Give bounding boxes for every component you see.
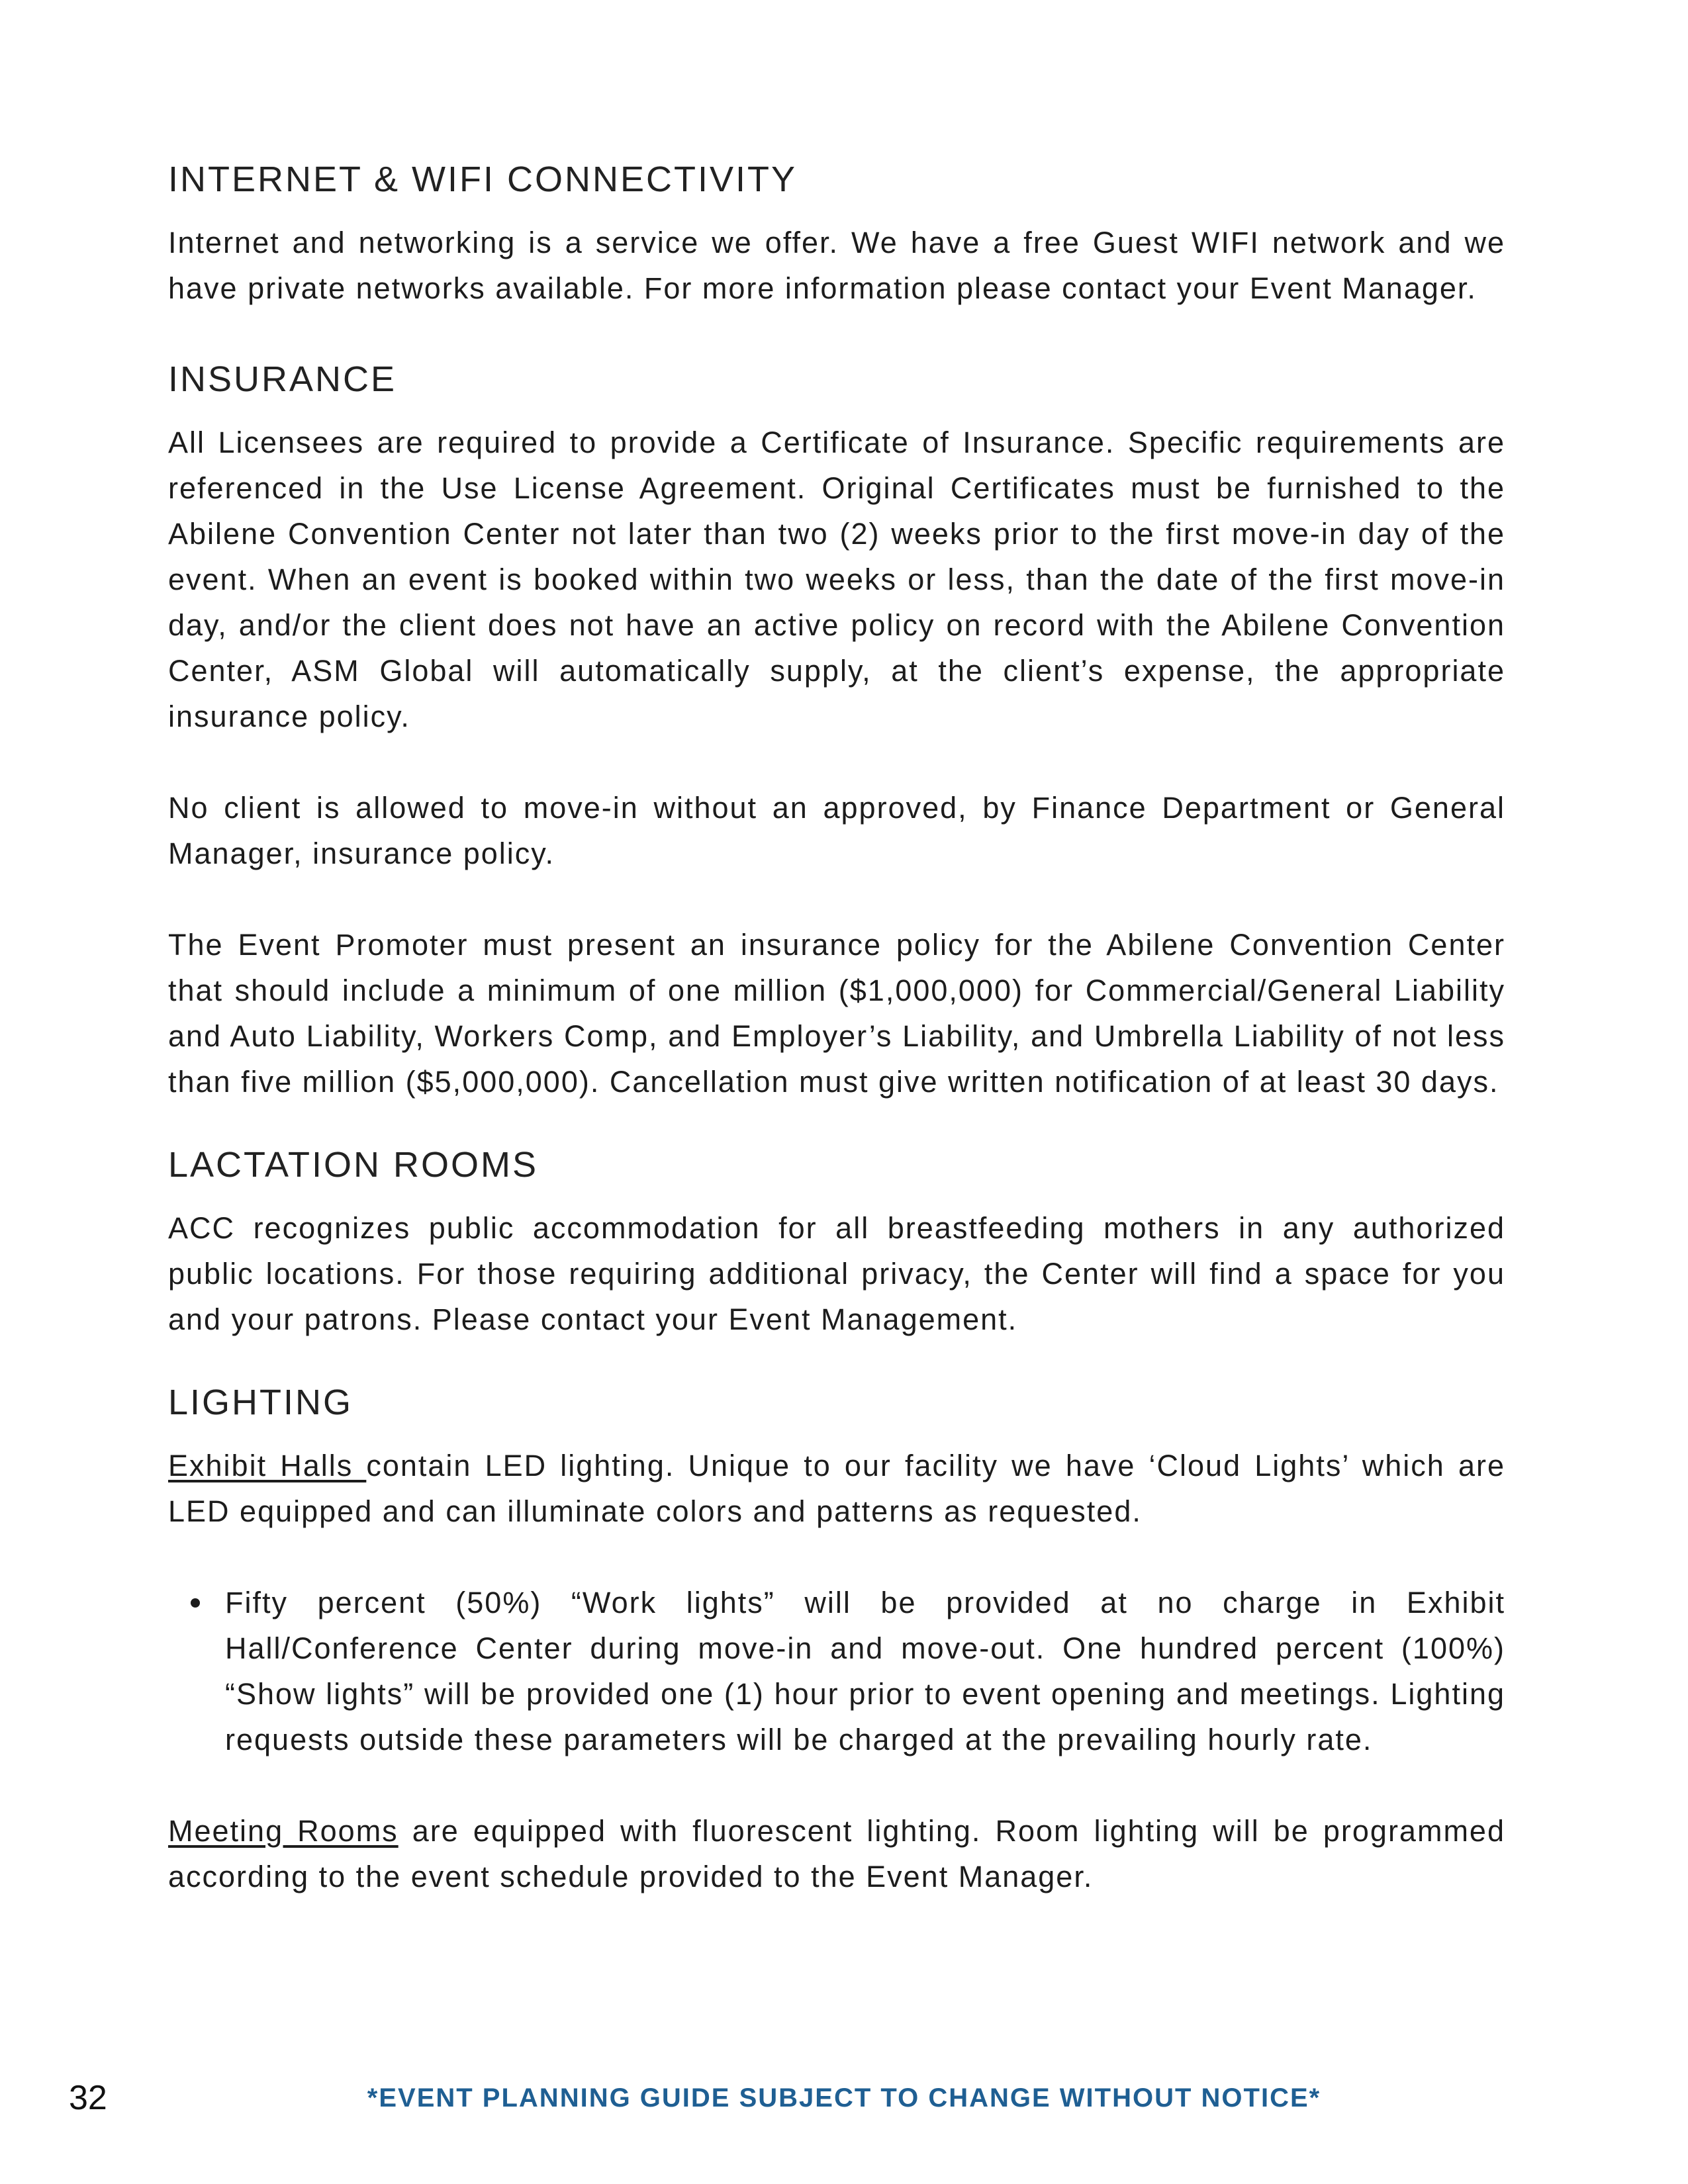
lactation-section [168, 1144, 1505, 1342]
document-page [168, 159, 1505, 1899]
insurance-paragraph-3: The Event Promoter must present an insurance policy for the Abilene Convention Center that should include a minimum of one million ($1,000,000) for Commercial/General Liability and Auto Liability, Workers Comp, and Employer’s Liability, and Umbrella Liability of not less than five million ($5,000,000). Cancellation must give written notification of at least 30 days. [168, 928, 1505, 1099]
internet-paragraph: Internet and networking is a service we offer. We have a free Guest WIFI network and we have private networks available. For more information please contact your Event Manager. [168, 226, 1505, 305]
insurance-paragraph-2: No client is allowed to move-in without an approved, by Finance Department or General Manager, insurance policy. [168, 791, 1505, 870]
lighting-section [168, 1382, 1505, 1899]
footer-disclaimer: *EVENT PLANNING GUIDE SUBJECT TO CHANGE WITHOUT NOTICE* [367, 2083, 1321, 2113]
insurance-heading: INSURANCE [168, 359, 397, 399]
insurance-paragraph-1: All Licensees are required to provide a Certificate of Insurance. Specific requirements are referenced in the Use License Agreement. Original Certificates must be furnished to the Abilene Convention Center not later than two (2) weeks prior to the first move-in day of the event. When an event is booked within two weeks or less, than the date of the first move-in day, and/or the client does not have an active policy on record with the Abilene Convention Center, ASM Global will automatically supply, at the client’s expense, the appropriate insurance policy. [168, 426, 1505, 733]
lighting-bullet-text: Fifty percent (50%) “Work lights” will be provided at no charge in Exhibit Hall/Conference Center during move-in and move-out. One hundred percent (100%) “Show lights” will be provided one (1) hour prior to event opening and meetings. Lighting requests outside these parameters will be charged at the prevailing hourly rate. [225, 1586, 1505, 1756]
meeting-rooms-label: Meeting Rooms [168, 1814, 399, 1848]
insurance-section [168, 359, 1505, 1105]
internet-heading: INTERNET & WIFI CONNECTIVITY [168, 159, 798, 199]
meeting-rooms-paragraph [168, 1808, 1505, 1899]
exhibit-halls-text: contain LED lighting. Unique to our facility we have ‘Cloud Lights’ which are LED equipped and can illuminate colors and patterns as requested. [168, 1449, 1505, 1528]
lactation-paragraph: ACC recognizes public accommodation for all breastfeeding mothers in any authorized public locations. For those requiring additional privacy, the Center will find a space for you and your patrons. Please contact your Event Management. [168, 1211, 1505, 1336]
lighting-bullet-list [168, 1580, 1505, 1762]
list-item [225, 1580, 1505, 1762]
meeting-rooms-text: are equipped with fluorescent lighting. Room lighting will be programmed according to the event schedule provided to the Event Manager. [168, 1814, 1505, 1893]
lactation-heading: LACTATION ROOMS [168, 1145, 539, 1185]
internet-section [168, 159, 1505, 311]
exhibit-halls-label: Exhibit Halls [168, 1449, 367, 1482]
page-number: 32 [69, 2079, 107, 2117]
bullet-dot-icon [191, 1598, 200, 1608]
lighting-heading: LIGHTING [168, 1383, 353, 1422]
exhibit-halls-paragraph [168, 1443, 1505, 1534]
